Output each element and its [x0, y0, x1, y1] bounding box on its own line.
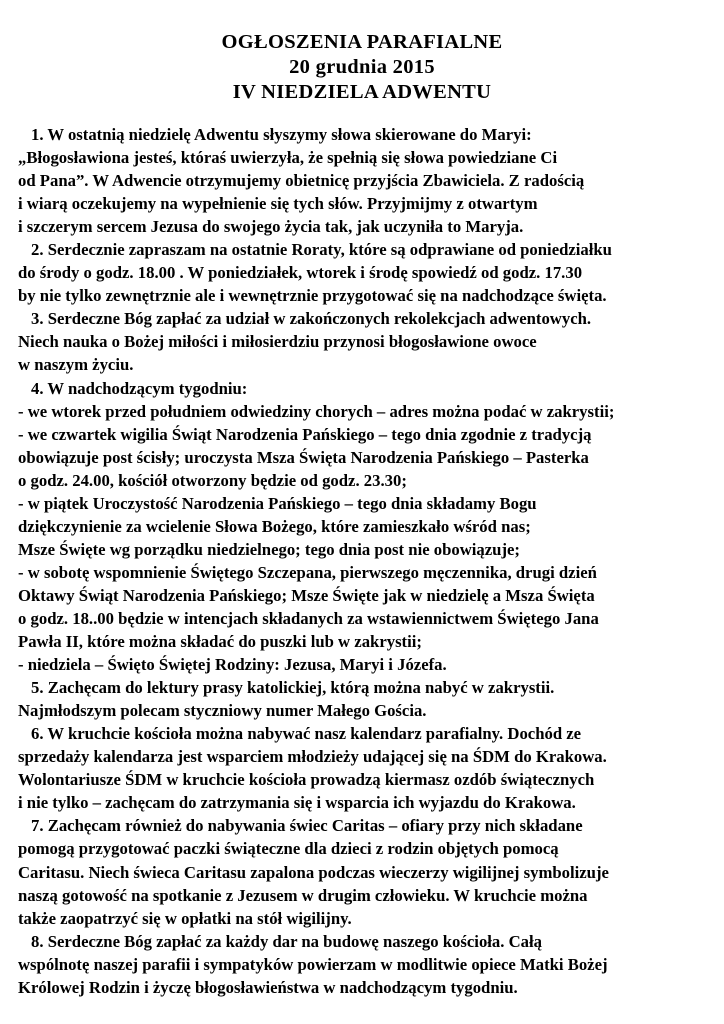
text-line: Caritasu. Niech świeca Caritasu zapalona podczas wieczerzy wigilijnej symbolizuje [18, 862, 609, 882]
text-line: Wolontariusze ŚDM w kruchcie kościoła prowadzą kiermasz ozdób świątecznych [18, 770, 595, 790]
text-line: „Błogosławiona jesteś, któraś uwierzyła, że spełnią się słowa powiedziane Ci [18, 148, 558, 168]
text-line: pomogą przygotować paczki świąteczne dla dzieci z rodzin objętych pomocą [18, 839, 559, 859]
text-line: Msze Święte wg porządku niedzielnego; tego dnia post nie obowiązuje; [18, 539, 520, 559]
text-line: także zaopatrzyć się w opłatki na stół wigilijny. [18, 908, 352, 928]
text-line: sprzedaży kalendarza jest wsparciem młodzieży udającej się na ŚDM do Krakowa. [18, 747, 607, 767]
text-line: naszą gotowość na spotkanie z Jezusem w drugim człowieku. W kruchcie można [18, 885, 588, 905]
text-line: i nie tylko – zachęcam do zatrzymania się i wsparcia ich wyjazdu do Krakowa. [18, 793, 576, 813]
text-line: do środy o godz. 18.00 . W poniedziałek, wtorek i środę spowiedź od godz. 17.30 [18, 263, 583, 283]
text-line: obowiązuje post ścisły; uroczysta Msza Święta Narodzenia Pańskiego – Pasterka [18, 447, 589, 467]
text-line: w naszym życiu. [18, 355, 134, 375]
text-line: - we czwartek wigilia Świąt Narodzenia Pańskiego – tego dnia zgodnie z tradycją [18, 424, 592, 444]
text-line: 1. W ostatnią niedzielę Adwentu słyszymy słowa skierowane do Maryi: [31, 125, 532, 144]
text-line: by nie tylko zewnętrznie ale i wewnętrznie przygotować się na nadchodzące święta. [18, 286, 607, 306]
page-title: OGŁOSZENIA PARAFIALNE [221, 31, 503, 53]
text-line: o godz. 18..00 będzie w intencjach składanych za wstawiennictwem Świętego Jana [18, 608, 599, 628]
text-line: dziękczynienie za wcielenie Słowa Bożego, które zamieszkało wśród nas; [18, 516, 531, 536]
announcements-body [18, 123, 718, 999]
text-line: 4. W nadchodzącym tygodniu: [31, 378, 248, 398]
text-line: Królowej Rodzin i życzę błogosławieństwa w nadchodzącym tygodniu. [18, 977, 518, 997]
text-line: od Pana”. W Adwencie otrzymujemy obietnicę przyjścia Zbawiciela. Z radością [18, 171, 585, 191]
text-line: Niech nauka o Bożej miłości i miłosierdziu przynosi błogosławione owoce [18, 332, 537, 352]
header [0, 30, 724, 105]
text-line: i szczerym sercem Jezusa do swojego życia tak, jak uczyniła to Maryja. [18, 217, 524, 237]
text-line: wspólnotę naszej parafii i sympatyków powierzam w modlitwie opiece Matki Bożej [18, 954, 608, 974]
sunday-name: IV NIEDZIELA ADWENTU [232, 81, 492, 103]
text-line: 7. Zachęcam również do nabywania świec Caritas – ofiary przy nich składane [31, 816, 583, 836]
date: 20 grudnia 2015 [289, 56, 435, 78]
text-line: - w sobotę wspomnienie Świętego Szczepana, pierwszego męczennika, drugi dzień [18, 562, 597, 582]
text-line: - niedziela – Święto Świętej Rodziny: Jezusa, Maryi i Józefa. [18, 655, 447, 675]
text-line: o godz. 24.00, kościół otworzony będzie od godz. 23.30; [18, 470, 407, 490]
text-line: Oktawy Świąt Narodzenia Pańskiego; Msze Święte jak w niedzielę a Msza Święta [18, 585, 595, 605]
text-line: 6. W kruchcie kościoła można nabywać nasz kalendarz parafialny. Dochód ze [31, 724, 582, 744]
text-line: Najmłodszym polecam styczniowy numer Małego Gościa. [18, 701, 427, 721]
text-line: 5. Zachęcam do lektury prasy katolickiej, którą można nabyć w zakrystii. [31, 678, 555, 698]
text-line: - we wtorek przed południem odwiedziny chorych – adres można podać w zakrystii; [18, 401, 615, 421]
text-line: 8. Serdeczne Bóg zapłać za każdy dar na budowę naszego kościoła. Całą [31, 931, 542, 951]
text-line: - w piątek Uroczystość Narodzenia Pańskiego – tego dnia składamy Bogu [18, 493, 537, 513]
text-line: 3. Serdeczne Bóg zapłać za udział w zakończonych rekolekcjach adwentowych. [31, 309, 592, 329]
text-line: 2. Serdecznie zapraszam na ostatnie Roraty, które są odprawiane od poniedziałku [31, 240, 612, 260]
text-line: Pawła II, które można składać do puszki lub w zakrystii; [18, 632, 422, 652]
text-line: i wiarą oczekujemy na wypełnienie się tych słów. Przyjmijmy z otwartym [18, 194, 538, 214]
